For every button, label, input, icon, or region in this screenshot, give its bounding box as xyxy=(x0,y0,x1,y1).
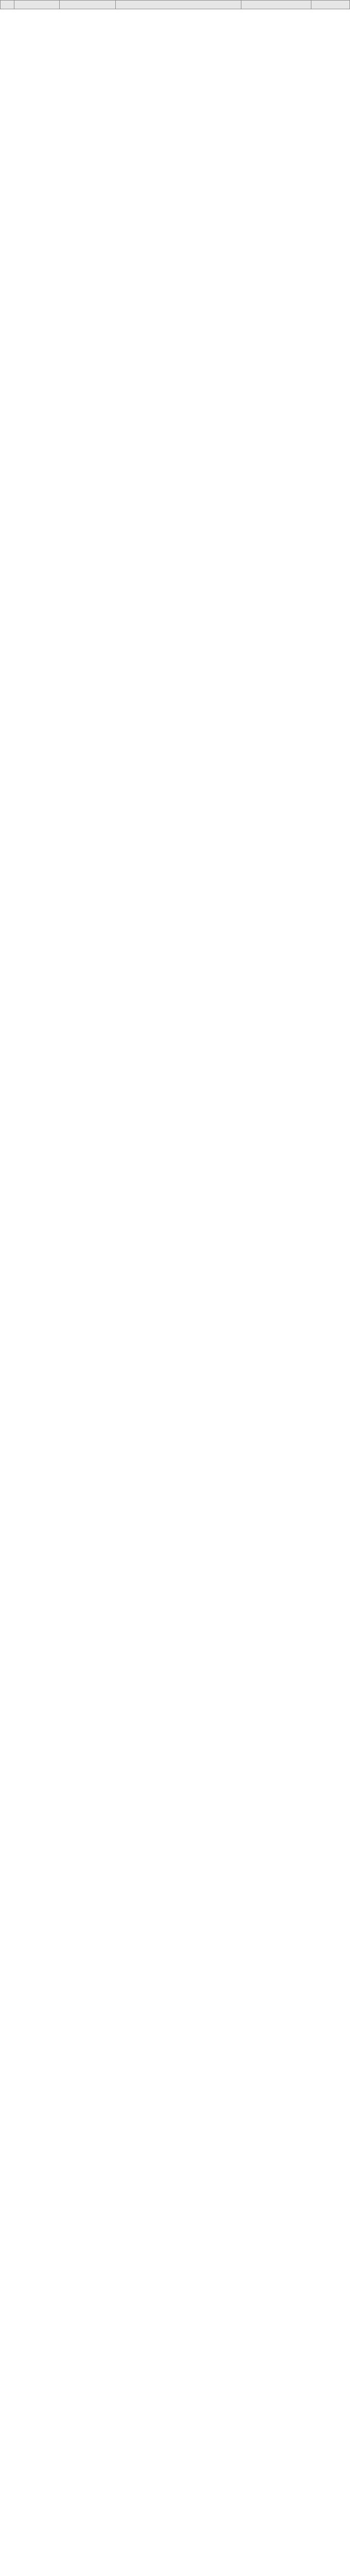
header-row xyxy=(1,1,350,9)
column-header-date xyxy=(311,1,350,9)
enforcement-table xyxy=(0,0,350,9)
column-header-action xyxy=(241,1,311,9)
column-header-detail xyxy=(116,1,241,9)
column-header-company xyxy=(14,1,60,9)
column-header-product xyxy=(60,1,116,9)
table-header xyxy=(1,1,350,9)
column-header-no xyxy=(1,1,14,9)
